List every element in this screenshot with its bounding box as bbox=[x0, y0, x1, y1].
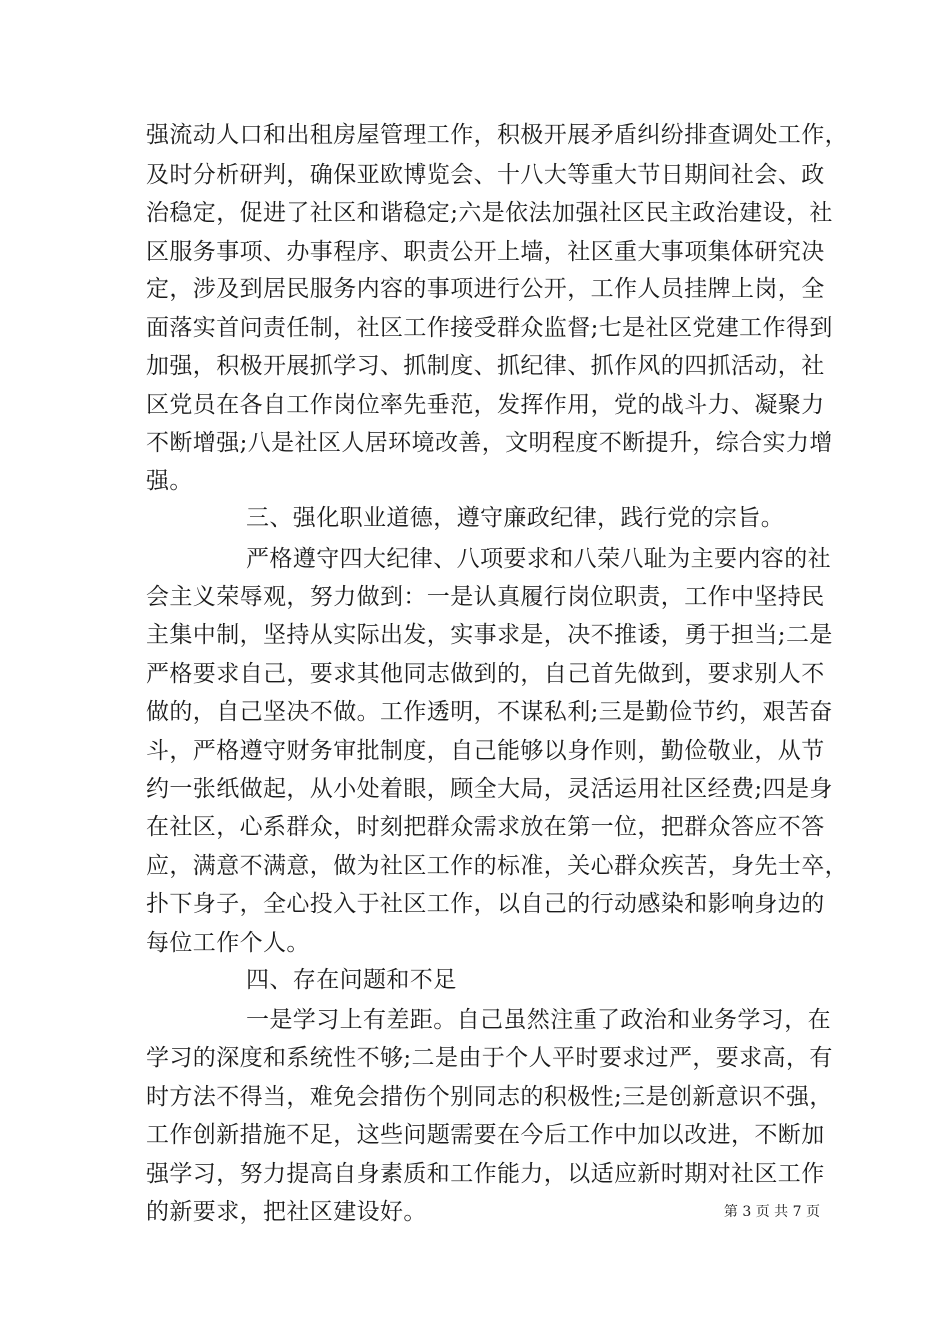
text-line: 区服务事项、办事程序、职责公开上墙，社区重大事项集体研究决 bbox=[146, 239, 825, 265]
text-line: 面落实首问责任制，社区工作接受群众监督;七是社区党建工作得到 bbox=[146, 315, 833, 341]
text-line: 约一张纸做起，从小处着眼，顾全大局，灵活运用社区经费;四是身 bbox=[146, 776, 833, 802]
text-line: 一是学习上有差距。自己虽然注重了政治和业务学习，在 bbox=[246, 1007, 831, 1033]
text-line: 主集中制，坚持从实际出发，实事求是，决不推诿，勇于担当;二是 bbox=[146, 622, 833, 648]
text-line: 时方法不得当，难免会措伤个别同志的积极性;三是创新意识不强， bbox=[146, 1084, 833, 1110]
text-line: 不断增强;八是社区人居环境改善，文明程度不断提升，综合实力增 bbox=[146, 430, 833, 456]
text-line: 严格要求自己，要求其他同志做到的，自己首先做到，要求别人不 bbox=[146, 661, 825, 687]
section-heading: 四、存在问题和不足 bbox=[246, 967, 457, 993]
text-line: 的新要求，把社区建设好。 bbox=[146, 1199, 427, 1225]
text-line: 定，涉及到居民服务内容的事项进行公开，工作人员挂牌上岗，全 bbox=[146, 276, 825, 302]
text-line: 强流动人口和出租房屋管理工作，积极开展矛盾纠纷排查调处工作， bbox=[146, 122, 848, 148]
text-line: 加强，积极开展抓学习、抓制度、抓纪律、抓作风的四抓活动，社 bbox=[146, 353, 825, 379]
text-line: 强学习，努力提高自身素质和工作能力，以适应新时期对社区工作 bbox=[146, 1161, 825, 1187]
text-line: 治稳定，促进了社区和谐稳定;六是依法加强社区民主政治建设，社 bbox=[146, 200, 833, 226]
text-line: 扑下身子，全心投入于社区工作，以自己的行动感染和影响身边的 bbox=[146, 891, 825, 917]
text-line: 及时分析研判，确保亚欧博览会、十八大等重大节日期间社会、政 bbox=[146, 162, 825, 188]
text-line: 会主义荣辱观，努力做到：一是认真履行岗位职责，工作中坚持民 bbox=[146, 584, 825, 610]
section-heading: 三、强化职业道德，遵守廉政纪律，践行党的宗旨。 bbox=[246, 505, 785, 531]
text-line: 工作创新措施不足，这些问题需要在今后工作中加以改进，不断加 bbox=[146, 1122, 825, 1148]
text-line: 做的，自己坚决不做。工作透明，不谋私利;三是勤俭节约，艰苦奋 bbox=[146, 699, 833, 725]
text-line: 每位工作个人。 bbox=[146, 930, 310, 956]
page-number: 第 3 页 共 7 页 bbox=[723, 1204, 820, 1220]
text-line: 在社区，心系群众，时刻把群众需求放在第一位，把群众答应不答 bbox=[146, 814, 825, 840]
text-line: 斗，严格遵守财务审批制度，自己能够以身作则，勤俭敬业，从节 bbox=[146, 738, 825, 764]
text-line: 学习的深度和系统性不够;二是由于个人平时要求过严，要求高，有 bbox=[146, 1045, 833, 1071]
text-line: 区党员在各自工作岗位率先垂范，发挥作用，党的战斗力、凝聚力 bbox=[146, 392, 825, 418]
text-line: 强。 bbox=[146, 468, 193, 494]
text-line: 严格遵守四大纪律、八项要求和八荣八耻为主要内容的社 bbox=[246, 546, 831, 572]
text-line: 应，满意不满意，做为社区工作的标准，关心群众疾苦，身先士卒， bbox=[146, 853, 848, 879]
